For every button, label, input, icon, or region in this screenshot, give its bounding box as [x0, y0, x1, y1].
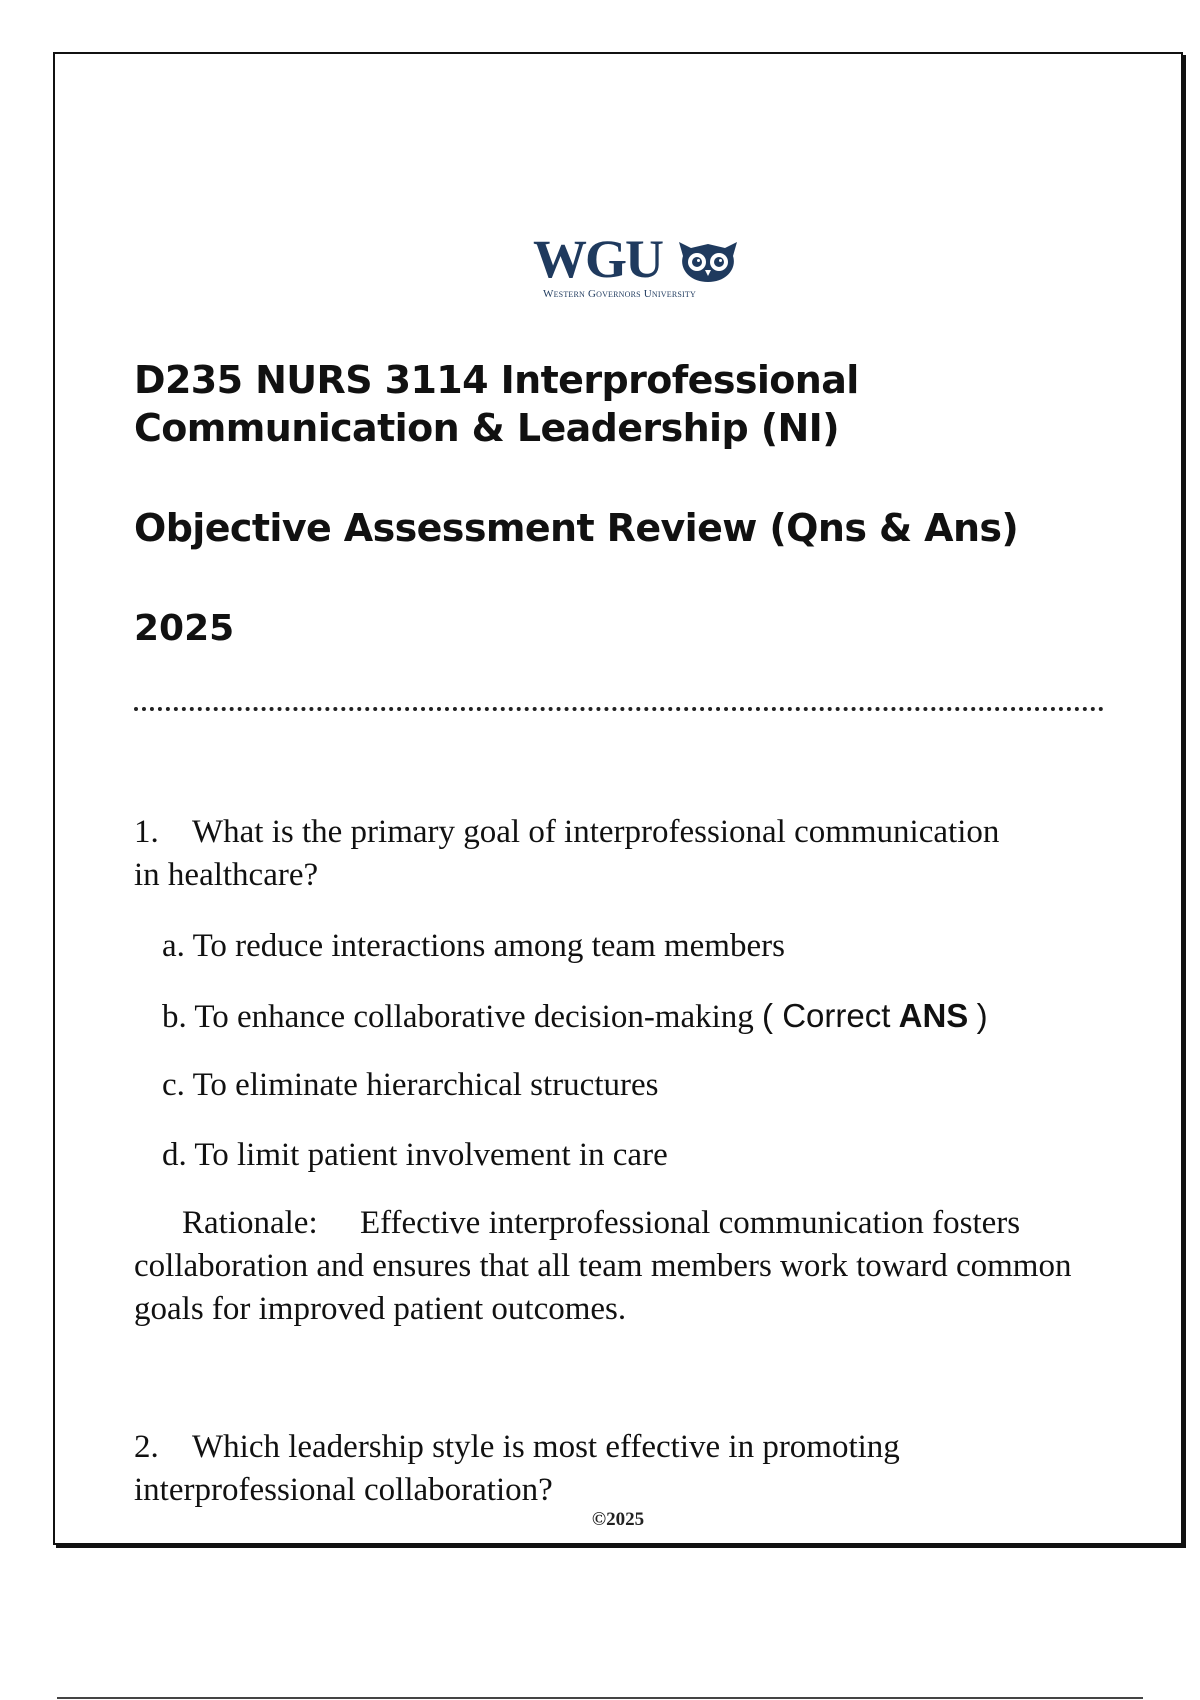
logo-wordmark: WGU	[533, 229, 662, 289]
question-1	[134, 811, 1094, 897]
option-a	[162, 925, 1092, 968]
option-label: b.	[162, 999, 187, 1035]
option-label: c.	[162, 1067, 185, 1103]
logo-subtitle: Western Governors University	[543, 288, 696, 300]
title-line-2: Communication & Leadership (NI)	[134, 406, 839, 450]
correct-answer-close: )	[976, 997, 988, 1034]
rationale	[134, 1202, 1094, 1331]
option-text: To limit patient involvement in care	[194, 1137, 668, 1173]
option-label: d.	[162, 1137, 187, 1173]
option-d	[162, 1134, 1092, 1177]
question-2	[134, 1426, 1094, 1512]
document-year: 2025	[134, 608, 235, 649]
option-c	[162, 1064, 1092, 1107]
rationale-text: Effective interprofessional communication fosters collaboration and ensures that all team members work toward common goals for improved patient outcomes.	[134, 1205, 1072, 1327]
question-text-line-1: Which leadership style is most effective in promoting	[192, 1429, 900, 1465]
owl-icon	[677, 238, 739, 284]
question-text-line-2: interprofessional collaboration?	[134, 1472, 553, 1508]
copyright-footer: ©2025	[591, 1509, 645, 1530]
option-b	[162, 994, 1092, 1039]
question-text-line-1: What is the primary goal of interprofessional communication	[192, 814, 1000, 850]
question-number: 1.	[134, 814, 159, 850]
document-subtitle: Objective Assessment Review (Qns & Ans)	[134, 506, 1019, 550]
option-text: To eliminate hierarchical structures	[192, 1067, 659, 1103]
wgu-logo	[533, 229, 743, 302]
title-line-1: D235 NURS 3114 Interprofessional	[134, 358, 859, 402]
option-text: To enhance collaborative decision-making	[194, 999, 754, 1035]
rationale-label: Rationale:	[182, 1205, 318, 1241]
dotted-divider	[134, 707, 1104, 711]
bottom-divider	[57, 1697, 1143, 1699]
option-label: a.	[162, 928, 185, 964]
question-number: 2.	[134, 1429, 159, 1465]
correct-answer-badge: ANS	[898, 997, 969, 1034]
correct-answer-open: ( Correct	[762, 997, 891, 1034]
question-text-line-2: in healthcare?	[134, 857, 319, 893]
document-title	[134, 356, 1114, 452]
option-text: To reduce interactions among team members	[192, 928, 785, 964]
